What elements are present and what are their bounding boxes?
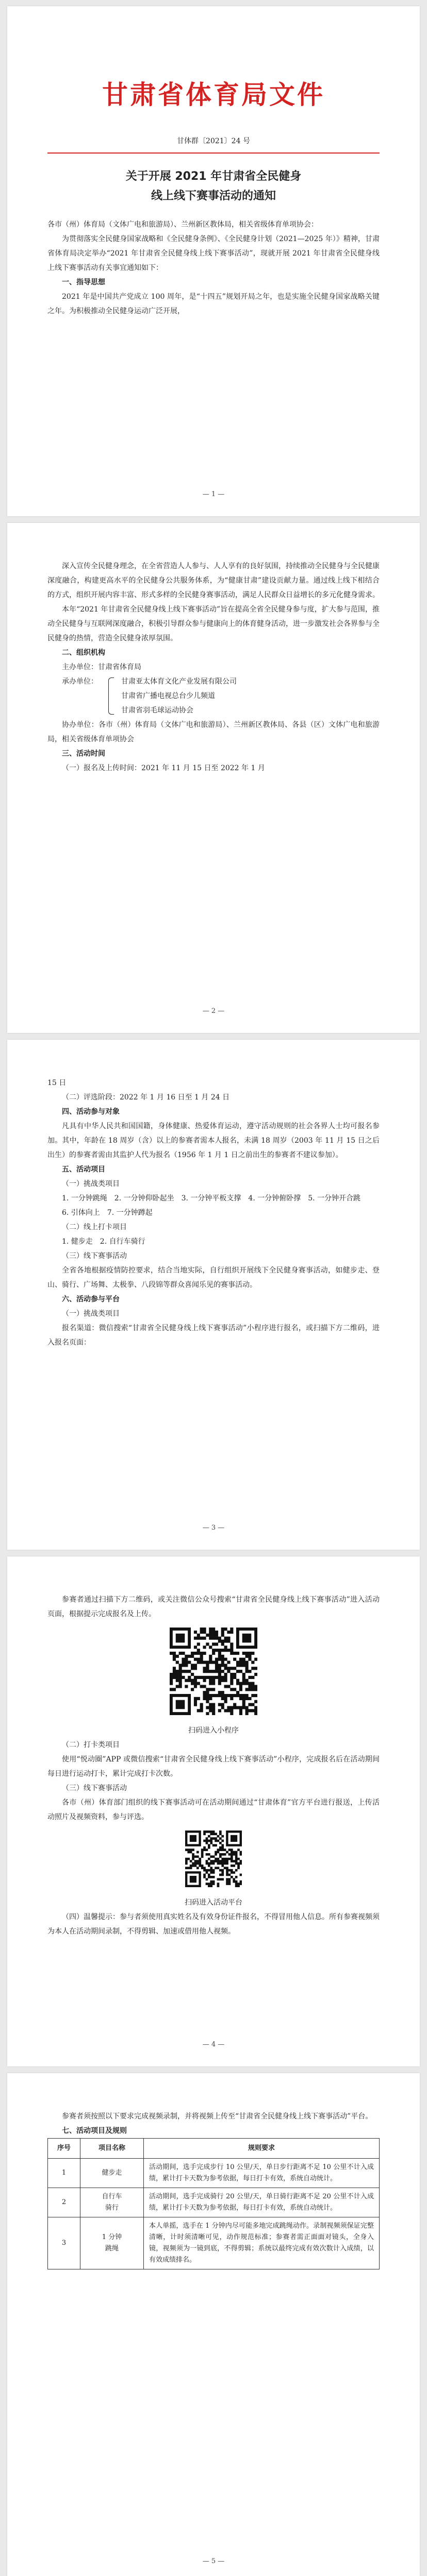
org-exec-item: 甘肃亚太体育文化产业发展有限公司 <box>121 677 237 686</box>
title-line-2: 线上线下赛事活动的通知 <box>151 190 276 202</box>
document-page-1 <box>7 6 420 516</box>
items-group-1: 1. 一分钟跳绳 2. 一分钟仰卧起坐 3. 一分钟平板支撑 4. 一分钟俯卧撑 5. 一分钟开合跳 <box>62 1194 361 1202</box>
page-number: — 5 — <box>202 2557 225 2565</box>
row-number: 1 <box>48 2159 80 2188</box>
section-heading-items: 五、活动项目 <box>62 1165 105 1174</box>
event-rules-table <box>47 2138 380 2269</box>
org-exec-label: 承办单位： <box>62 677 98 686</box>
event-rule: 活动期间，选手完成骑行 20 公里/天，单日骑行距离不足 20 公里不计入成绩，累计打卡天数为参考依据，每日打卡有效，系统自动统计。 <box>144 2188 380 2217</box>
qr-block-1 <box>47 1621 380 1738</box>
qr-caption: 扫码进入小程序 <box>188 1726 239 1735</box>
purpose-paragraph: 本年“2021 年甘肃省全民健身线上线下赛事活动”旨在提高全省全民健身参与度，扩大参与范围，推动全民健身与互联网深度融合，积极引导群众参与健康向上的体育健身活动，进一步激发社会各界参与全民健身的热情，营造全民健身浓厚氛围。 <box>47 605 380 642</box>
event-name: 自行车 骑行 <box>80 2188 144 2217</box>
qr-caption: 扫码进入活动平台 <box>185 1899 242 1907</box>
mini-program-qr-code[interactable] <box>170 1628 257 1715</box>
page-number: — 1 — <box>202 490 225 498</box>
section-heading-target: 四、活动参与对象 <box>62 1108 120 1116</box>
method-2-label: （二）打卡类项目 <box>62 1741 120 1749</box>
page-number: — 4 — <box>202 2041 225 2048</box>
time-item-2: （二）评选阶段：2022 年 1 月 16 日至 1 月 24 日 <box>62 1093 230 1101</box>
section-heading-method: 六、活动参与平台 <box>62 1295 120 1303</box>
method-4: （四）温馨提示：参与者须使用真实姓名及有效身份证件报名，不得冒用他人信息。所有参赛视频须为本人在活动期间录制，不得剪辑、加速或借用他人视频。 <box>47 1913 380 1936</box>
section-heading-guide: 一、指导思想 <box>62 278 105 286</box>
rules-lead: 参赛者须按照以下要求完成视频录制，并将视频上传至“甘肃省全民健身线上线下赛事活动”平台。 <box>62 2112 373 2121</box>
row-number: 2 <box>48 2188 80 2217</box>
event-name: 健步走 <box>80 2159 144 2188</box>
org-host: 主办单位：甘肃省体育局 <box>62 663 141 671</box>
document-number: 甘体群〔2021〕24 号 <box>177 137 250 145</box>
document-page-4 <box>7 1556 420 2066</box>
document-page-5 <box>7 2073 420 2576</box>
method-2: 使用“悦动圈”APP 或微信搜索“甘肃省全民健身线上线下赛事活动”小程序，完成报名后在活动期间每日进行运动打卡，累计完成打卡次数。 <box>47 1755 380 1778</box>
method-3-label: （三）线下赛事活动 <box>62 1784 127 1792</box>
red-divider-line <box>47 152 380 154</box>
page-number: — 3 — <box>202 1524 225 1532</box>
brace-shape <box>108 677 114 715</box>
method-1-label: （一）挑战类项目 <box>62 1310 120 1318</box>
guide-paragraph-cont: 深入宣传全民健身理念，在全省营造人人参与、人人享有的良好氛围，持续推动全民健身与全民健康深度融合，构建更高水平的全民健身公共服务体系，为“健康甘肃”建设贡献力量。通过线上线下相结合的方式，组织开展内容丰富、形式多样的全民健身赛事活动，满足人民群众日益增长的多元化健身需求。 <box>47 562 380 599</box>
event-name: 1 分钟 跳绳 <box>80 2217 144 2269</box>
table-row <box>48 2217 380 2269</box>
org-exec-item: 甘肃省羽毛球运动协会 <box>121 706 193 715</box>
time-item-1: （一）报名及上传时间：2021 年 11 月 15 日至 2022 年 1 月 <box>62 764 265 772</box>
items-group-3-label: （三）线下赛事活动 <box>62 1252 127 1260</box>
table-header-cell: 规则要求 <box>144 2139 380 2159</box>
row-number: 3 <box>48 2217 80 2269</box>
event-rule: 活动期间，选手完成步行 10 公里/天，单日步行距离不足 10 公里不计入成绩，累计打卡天数为参考依据，每日打卡有效，系统自动统计。 <box>144 2159 380 2188</box>
org-exec-item: 甘肃省广播电视总台少儿频道 <box>121 692 215 700</box>
guide-paragraph: 2021 年是中国共产党成立 100 周年，是“十四五”规划开局之年，也是实施全民健身国家战略关键之年。为积极推动全民健身运动广泛开展， <box>47 293 380 315</box>
items-group-1-label: （一）挑战类项目 <box>62 1180 120 1188</box>
time-item-1-cont: 15 日 <box>47 1079 67 1087</box>
document-masthead: 甘肃省体育局文件 <box>102 80 325 110</box>
section-heading-rules: 七、活动项目及规则 <box>62 2127 127 2135</box>
target-paragraph: 凡具有中华人民共和国国籍，身体健康、热爱体育运动，遵守活动规则的社会各界人士均可报名参加。其中，年龄在 18 周岁（含）以上的参赛者需本人报名，未满 18 周岁（2003 年 11 月 15 日之后出生）的参赛者需由其监护人代为报名（1956 年 1 月 1 日之前出生的参赛者不建议参加）。 <box>47 1122 380 1159</box>
method-3: 各市（州）体育部门组织的线下赛事活动可在活动期间通过“甘肃体育”官方平台进行报送，上传活动照片及视频资料，参与评选。 <box>47 1799 380 1821</box>
section-heading-org: 二、组织机构 <box>62 649 105 657</box>
intro-paragraph: 为贯彻落实全民健身国家战略和《全民健身条例》、《全民健身计划（2021—2025 年）》精神，甘肃省体育局决定举办“2021 年甘肃省全民健身线上线下赛事活动”，现就开展 2021 年甘肃省全民健身线上线下赛事活动有关事宜通知如下： <box>47 235 380 272</box>
table-row <box>48 2188 380 2217</box>
table-header-cell: 项目名称 <box>80 2139 144 2159</box>
section-heading-time: 三、活动时间 <box>62 750 105 758</box>
method-1: 报名渠道：微信搜索“甘肃省全民健身线上线下赛事活动”小程序进行报名，或扫描下方二维码，进入报名页面： <box>47 1324 380 1347</box>
table-header-row <box>48 2139 380 2159</box>
title-line-1: 关于开展 2021 年甘肃省全民健身 <box>125 170 302 183</box>
org-assist: 协办单位：各市（州）体育局（文体广电和旅游局）、兰州新区教体局、各县（区）文体广电和旅游局，相关省级体育单项协会 <box>47 721 380 743</box>
table-header-cell: 序号 <box>48 2139 80 2159</box>
org-exec-group <box>47 674 380 718</box>
page-number: — 2 — <box>202 1007 225 1015</box>
document-page-3 <box>7 1040 420 1550</box>
qr-block-2 <box>47 1824 380 1910</box>
addressee: 各市（州）体育局（文体广电和旅游局）、兰州新区教体局，相关省级体育单项协会： <box>47 221 318 229</box>
items-group-2-label: （二）线上打卡项目 <box>62 1223 127 1231</box>
document-title <box>47 167 380 206</box>
document-page-2 <box>7 523 420 1033</box>
table-row <box>48 2159 380 2188</box>
items-group-1-line-2: 6. 引体向上 7. 一分钟蹲起 <box>62 1209 153 1217</box>
platform-qr-code[interactable] <box>185 1831 242 1887</box>
method-1-cont: 参赛者通过扫描下方二维码，或关注微信公众号搜索“甘肃省全民健身线上线下赛事活动”进入活动页面，根据提示完成报名及上传。 <box>47 1596 380 1618</box>
event-rule: 本人单摇，选手在 1 分钟内尽可能多地完成跳绳动作。录制视频须保证完整清晰，计时须清晰可见，动作规范标准；参赛者需正面面对镜头，全身入镜，视频须为一镜到底，不得剪辑；系统以最终完成有效次数计入成绩，以有效成绩排名。 <box>144 2217 380 2269</box>
items-group-3: 全省各地根据疫情防控要求，结合当地实际，自行组织开展线下全民健身赛事活动，如健步走、登山、骑行、广场舞、太极拳、八段锦等群众喜闻乐见的赛事活动。 <box>47 1266 380 1289</box>
items-group-2: 1. 健步走 2. 自行车骑行 <box>62 1238 145 1246</box>
